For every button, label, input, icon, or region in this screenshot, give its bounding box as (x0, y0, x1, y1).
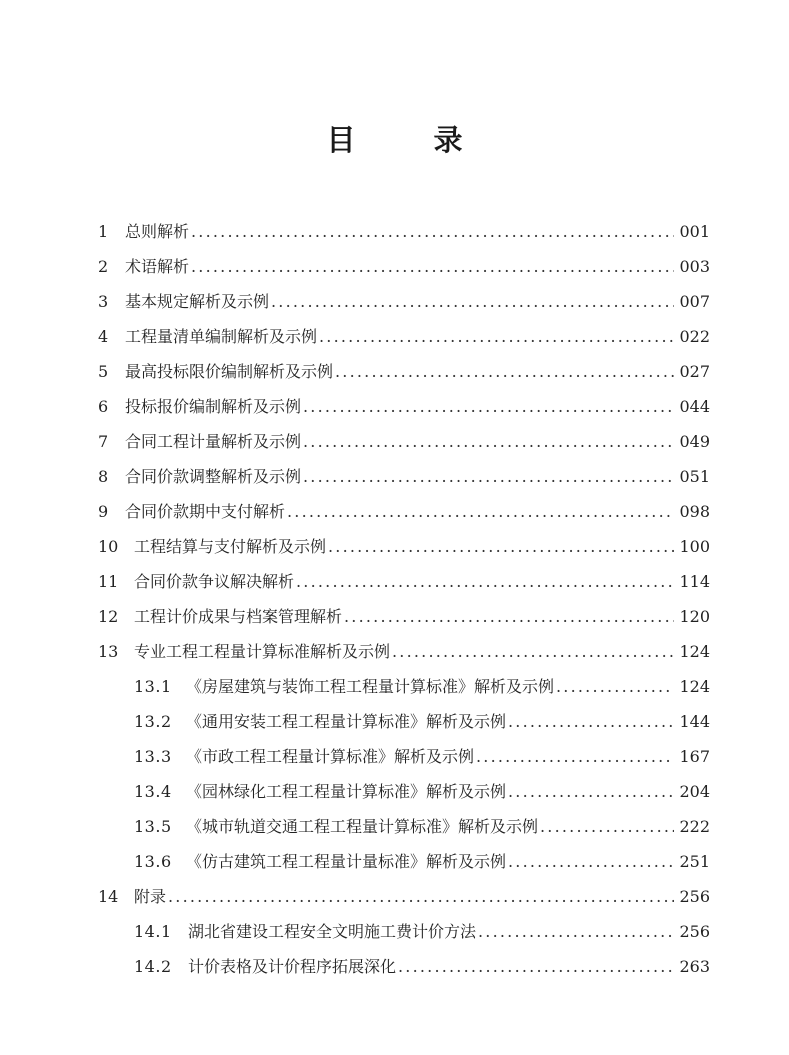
toc-entry-number: 13.6 (134, 852, 172, 871)
toc-entry-page: 256 (679, 887, 710, 906)
toc-entry-title: 附录 (134, 887, 167, 906)
dot-leader (478, 914, 674, 949)
toc-entry[interactable] (98, 319, 710, 354)
toc-entry[interactable] (98, 284, 710, 319)
toc-entry-title: 《城市轨道交通工程工程量计算标准》解析及示例 (186, 817, 539, 836)
dot-leader (319, 319, 674, 354)
toc-entry-page: 124 (679, 677, 710, 696)
toc-entry-title: 工程计价成果与档案管理解析 (134, 607, 343, 626)
toc-entry-page: 251 (679, 852, 710, 871)
toc-entry[interactable] (98, 389, 710, 424)
toc-entry-title: 总则解析 (125, 222, 190, 241)
toc-entry-title: 基本规定解析及示例 (125, 292, 270, 311)
dot-leader (398, 949, 674, 984)
toc-entry-page: 222 (679, 817, 710, 836)
dot-leader (287, 494, 674, 529)
toc-entry-page: 051 (679, 467, 710, 486)
toc-subentry[interactable] (98, 949, 710, 984)
dot-leader (296, 564, 674, 599)
toc-entry-number: 2 (98, 257, 109, 276)
dot-leader (344, 599, 674, 634)
dot-leader (392, 634, 674, 669)
toc-entry-number: 14.2 (134, 957, 172, 976)
toc-entry-number: 3 (98, 292, 109, 311)
dot-leader (508, 774, 674, 809)
toc-entry-title: 湖北省建设工程安全文明施工费计价方法 (188, 922, 477, 941)
toc-entry-page: 124 (679, 642, 710, 661)
toc-entry[interactable] (98, 214, 710, 249)
toc-entry-title: 最高投标限价编制解析及示例 (125, 362, 334, 381)
toc-entry-page: 049 (679, 432, 710, 451)
toc-entry-number: 10 (98, 537, 119, 556)
toc-entry-number: 13.2 (134, 712, 172, 731)
toc-entry-page: 204 (679, 782, 710, 801)
toc-subentry[interactable] (98, 844, 710, 879)
toc-entry[interactable] (98, 634, 710, 669)
toc-entry-number: 14 (98, 887, 119, 906)
toc-entry[interactable] (98, 529, 710, 564)
dot-leader (271, 284, 674, 319)
toc-entry[interactable] (98, 459, 710, 494)
toc-entry[interactable] (98, 494, 710, 529)
toc-entry[interactable] (98, 564, 710, 599)
toc-entry-title: 专业工程工程量计算标准解析及示例 (134, 642, 391, 661)
toc-entry-page: 120 (679, 607, 710, 626)
toc-entry[interactable] (98, 879, 710, 914)
toc-entry-number: 13.5 (134, 817, 172, 836)
toc-entry-number: 11 (98, 572, 119, 591)
toc-entry-title: 《园林绿化工程工程量计算标准》解析及示例 (186, 782, 507, 801)
toc-subentry[interactable] (98, 774, 710, 809)
toc-entry-page: 100 (679, 537, 710, 556)
dot-leader (303, 459, 674, 494)
page-title: 目 录 (326, 123, 497, 157)
toc-entry-page: 263 (679, 957, 710, 976)
dot-leader (303, 389, 674, 424)
toc-entry-title: 工程量清单编制解析及示例 (125, 327, 318, 346)
dot-leader (476, 739, 674, 774)
toc-entry-page: 027 (679, 362, 710, 381)
dot-leader (335, 354, 674, 389)
toc-entry-page: 256 (679, 922, 710, 941)
toc-subentry[interactable] (98, 739, 710, 774)
toc-entry[interactable] (98, 599, 710, 634)
dot-leader (191, 249, 674, 284)
dot-leader (168, 879, 674, 914)
toc-subentry[interactable] (98, 914, 710, 949)
toc-subentry[interactable] (98, 704, 710, 739)
toc-entry-title: 《仿古建筑工程工程量计量标准》解析及示例 (186, 852, 507, 871)
toc-entry-title: 工程结算与支付解析及示例 (134, 537, 327, 556)
toc-entry-page: 114 (679, 572, 710, 591)
toc-entry[interactable] (98, 249, 710, 284)
toc-entry-title: 计价表格及计价程序拓展深化 (188, 957, 397, 976)
toc-entry-number: 13.1 (134, 677, 172, 696)
toc-entry-title: 合同价款争议解决解析 (134, 572, 295, 591)
toc-entry-page: 022 (679, 327, 710, 346)
dot-leader (303, 424, 674, 459)
toc-entry-number: 1 (98, 222, 109, 241)
toc-entry-page: 167 (679, 747, 710, 766)
toc-entry-number: 14.1 (134, 922, 172, 941)
dot-leader (556, 669, 674, 704)
dot-leader (191, 214, 674, 249)
toc-entry-number: 8 (98, 467, 109, 486)
toc-entry-page: 003 (679, 257, 710, 276)
dot-leader (508, 844, 674, 879)
toc-subentry[interactable] (98, 809, 710, 844)
toc-entry-number: 6 (98, 397, 109, 416)
toc-entry[interactable] (98, 354, 710, 389)
toc-entry-number: 13.4 (134, 782, 172, 801)
toc-entry-page: 001 (679, 222, 710, 241)
toc-entry-title: 《市政工程工程量计算标准》解析及示例 (186, 747, 475, 766)
toc-entry-number: 5 (98, 362, 109, 381)
toc-entry-title: 投标报价编制解析及示例 (125, 397, 302, 416)
toc-entry-page: 007 (679, 292, 710, 311)
dot-leader (328, 529, 674, 564)
toc-entry-page: 098 (679, 502, 710, 521)
toc-entry-page: 144 (679, 712, 710, 731)
toc-entry-title: 《通用安装工程工程量计算标准》解析及示例 (186, 712, 507, 731)
table-of-contents (98, 214, 710, 984)
toc-entry-number: 13 (98, 642, 119, 661)
dot-leader (540, 809, 674, 844)
toc-entry-number: 13.3 (134, 747, 172, 766)
toc-entry-title: 合同价款期中支付解析 (125, 502, 286, 521)
toc-entry-title: 术语解析 (125, 257, 190, 276)
toc-entry-number: 4 (98, 327, 109, 346)
toc-entry-title: 合同价款调整解析及示例 (125, 467, 302, 486)
toc-entry-title: 合同工程计量解析及示例 (125, 432, 302, 451)
toc-entry[interactable] (98, 424, 710, 459)
toc-subentry[interactable] (98, 669, 710, 704)
toc-entry-number: 12 (98, 607, 119, 626)
dot-leader (508, 704, 674, 739)
toc-entry-page: 044 (679, 397, 710, 416)
toc-entry-number: 7 (98, 432, 109, 451)
toc-entry-title: 《房屋建筑与装饰工程工程量计算标准》解析及示例 (186, 677, 555, 696)
toc-entry-number: 9 (98, 502, 109, 521)
